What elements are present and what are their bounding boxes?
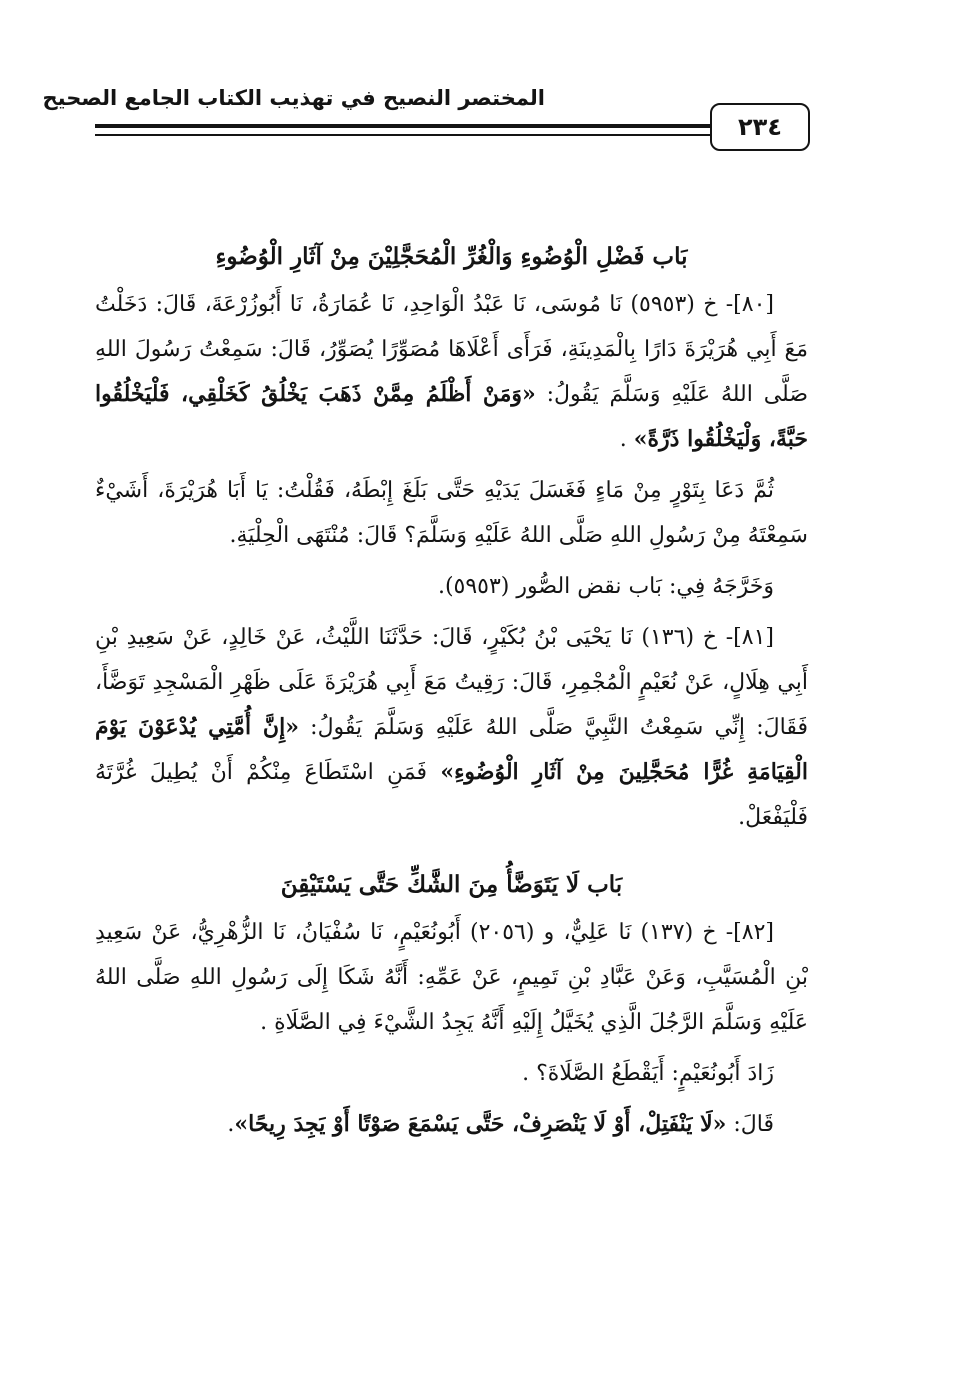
paragraph-text: [٨٢]- خ (١٣٧) نَا عَلِيٌّ، و (٢٠٥٦) أَبُونُعَيْمٍ، نَا سُفْيَانُ، نَا الزُّهْرِيُّ، عَنْ سَعِيدِ بْنِ الْمُسَيَّبِ، وَعَنْ عَبَّادِ بْنِ تَمِيمٍ، عَنْ عَمِّهِ: أَنَّهُ شَكَا إِلَى رَسُولِ اللهِ صَلَّى اللهُ عَلَيْهِ وَسَلَّمَ الرَّجُلَ الَّذِي يُخَيَّلُ إِلَيْهِ أَنَّهُ يَجِدُ الشَّيْءَ فِي الصَّلَاةِ . — [95, 920, 808, 1035]
hadith-80-paragraph — [95, 282, 808, 462]
hadith-quote: «لَا يَنْفَتِلْ، أَوْ لَا يَنْصَرِفْ، حَتَّى يَسْمَعَ صَوْتًا أَوْ يَجِدَ رِيحًا» — [234, 1111, 727, 1137]
page-body — [95, 232, 808, 1147]
cross-reference-paragraph — [95, 564, 808, 609]
header-rule-thin — [95, 134, 710, 136]
paragraph-text: [٨١]- خ (١٣٦) نَا يَحْيَى بْنُ بُكَيْرٍ، قَالَ: حَدَّثَنَا اللَّيْثُ، عَنْ خَالِدٍ، عَنْ سَعِيدِ بْنِ أَبِي هِلَالٍ، عَنْ نُعَيْمٍ الْمُجْمِرِ، قَالَ: رَقِيتُ مَعَ أَبِي هُرَيْرَةَ عَلَى ظَهْرِ الْمَسْجِدِ تَوَضَّأَ، فَقَالَ: إِنِّي سَمِعْتُ النَّبِيَّ صَلَّى اللهُ عَلَيْهِ وَسَلَّمَ يَقُولُ: — [95, 625, 808, 740]
header-rule-thick — [95, 124, 710, 128]
narration-paragraph — [95, 468, 808, 558]
answer-paragraph — [95, 1102, 808, 1147]
hadith-81-paragraph — [95, 615, 808, 840]
chapter-heading: بَاب فَضْلِ الْوُضُوءِ وَالْغُرِّ الْمُحَجَّلِيْنَ مِنْ آثَارِ الْوُضُوءِ — [215, 243, 688, 270]
paragraph-tail: . — [619, 427, 634, 452]
paragraph-tail: فَمَنِ اسْتَطَاعَ مِنْكُمْ أَنْ يُطِيلَ غُرَّتَهُ فَلْيَفْعَلْ. — [95, 760, 808, 830]
paragraph-tail: . — [227, 1112, 235, 1137]
page-number: ٢٣٤ — [710, 103, 810, 151]
hadith-quote: «وَمَنْ أَظْلَمُ مِمَّنْ ذَهَبَ يَخْلُقُ كَخَلْقِي، فَلْيَخْلُقُوا حَبَّةً، وَلْيَخْلُقُوا ذَرَّةً» — [95, 381, 808, 452]
hadith-82-paragraph — [95, 910, 808, 1045]
paragraph-text: قَالَ: — [726, 1112, 774, 1137]
paragraph-text: زَادَ أَبُونُعَيْمٍ: أَيَقْطَعُ الصَّلَاةَ؟ . — [522, 1061, 774, 1086]
paragraph-text: ثُمَّ دَعَا بِتَوْرٍ مِنْ مَاءٍ فَغَسَلَ يَدَيْهِ حَتَّى بَلَغَ إِبْطَهُ، فَقُلْتُ: يَا أَبَا هُرَيْرَةَ، أَشَيْءٌ سَمِعْتَهُ مِنْ رَسُولِ اللهِ صَلَّى اللهُ عَلَيْهِ وَسَلَّمَ؟ قَالَ: مُنْتَهَى الْحِلْيَةِ. — [95, 478, 808, 548]
addition-paragraph — [95, 1051, 808, 1096]
paragraph-text: [٨٠]- خ (٥٩٥٣) نَا مُوسَى، نَا عَبْدُ الْوَاحِدِ، نَا عُمَارَةُ، نَا أَبُوزُرْعَةَ، قَالَ: دَخَلْتُ مَعَ أَبِي هُرَيْرَةَ دَارًا بِالْمَدِينَةِ، فَرَأَى أَعْلَاهَا مُصَوِّرًا يُصَوِّرُ، قَالَ: سَمِعْتُ رَسُولَ اللهِ صَلَّى اللهُ عَلَيْهِ وَسَلَّمَ يَقُولُ: — [95, 292, 809, 407]
running-title: المختصر النصيح في تهذيب الكتاب الجامع الصحيح — [42, 86, 545, 110]
paragraph-text: وَخَرَّجَهُ فِي: بَاب نقض الصُّور (٥٩٥٣). — [437, 574, 774, 599]
chapter-heading: بَاب لَا يَتَوَضَّأُ مِنَ الشَّكِّ حَتَّى يَسْتَيْقِنَ — [280, 871, 623, 898]
hadith-quote: «إِنَّ أُمَّتِي يُدْعَوْنَ يَوْمَ الْقِيَامَةِ غُرًّا مُحَجَّلِينَ مِنْ آثَارِ الْوُضُوءِ» — [95, 714, 808, 785]
